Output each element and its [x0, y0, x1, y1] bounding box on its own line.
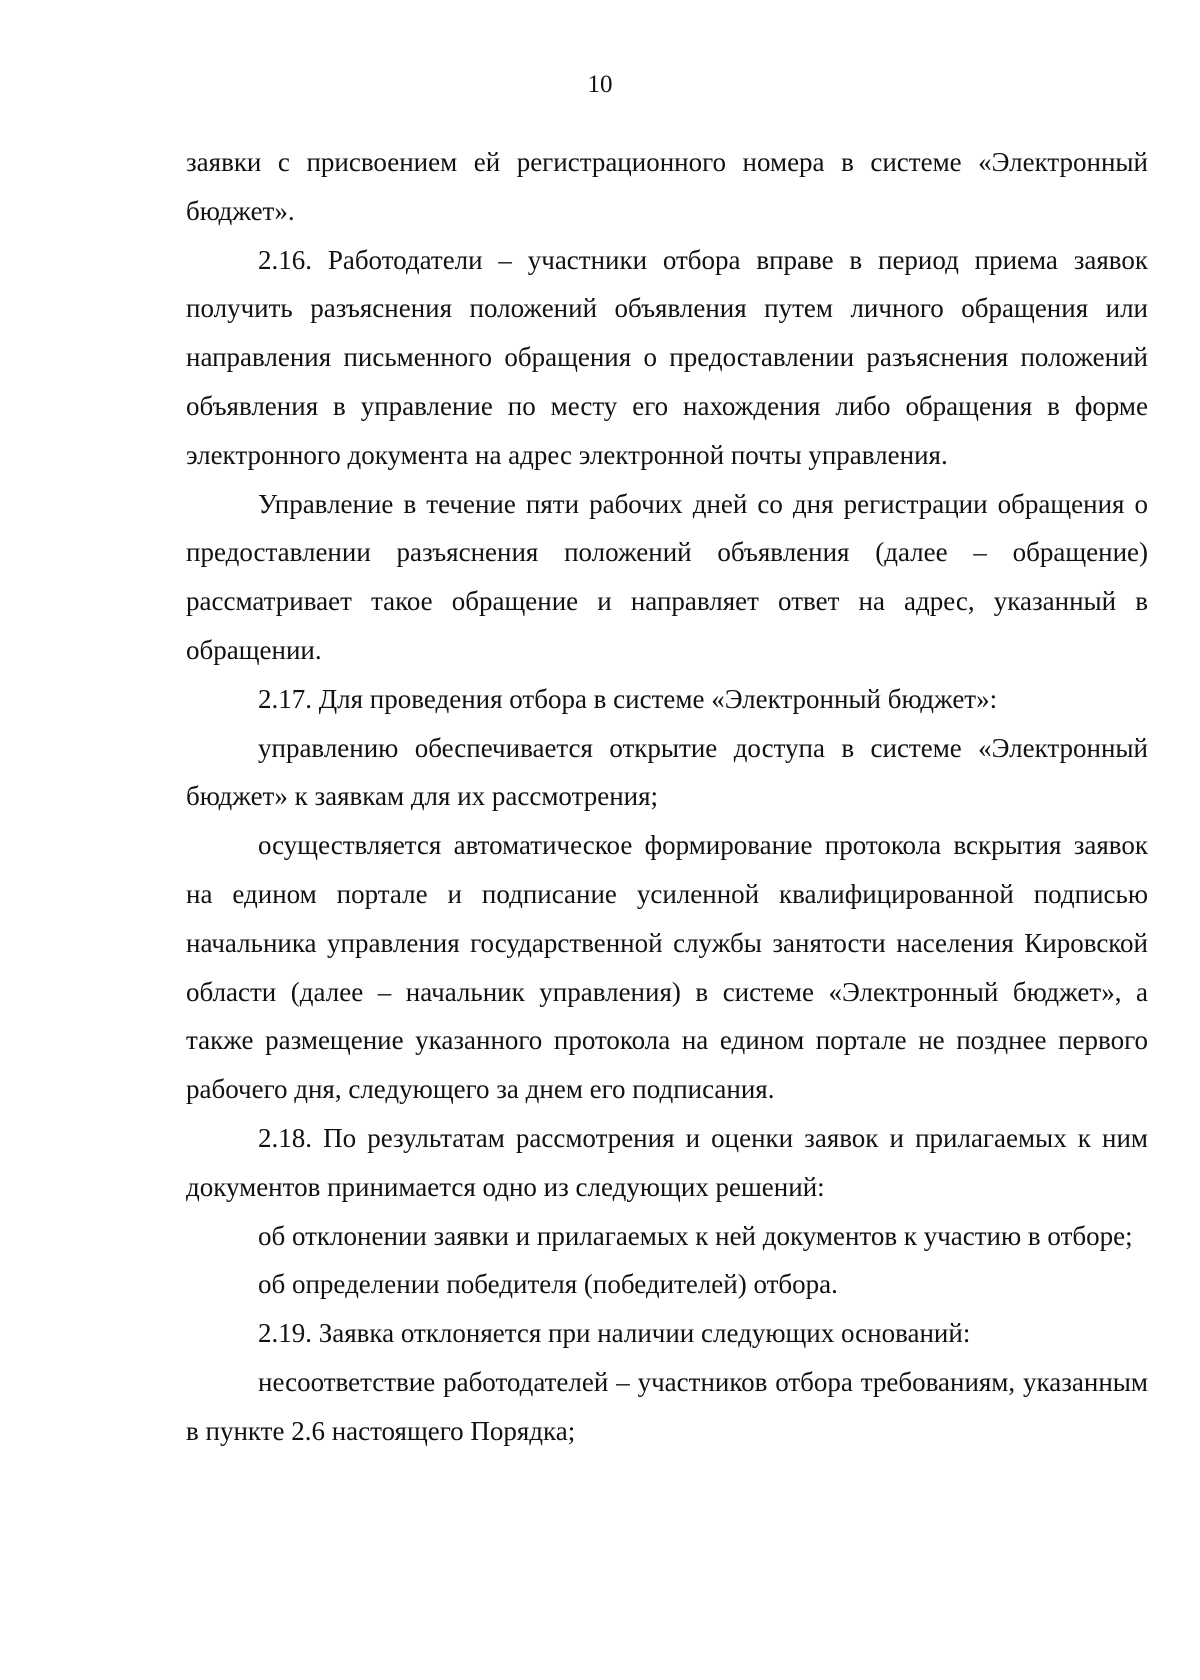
paragraph: несоответствие работодателей – участников отбора требованиям, указанным в пункте 2.6 настоящего Порядка; — [186, 1366, 1148, 1446]
paragraph: осуществляется автоматическое формирование протокола вскрытия заявок на едином портале и подписание усиленной квалифицированной подписью начальника управления государственной службы занятости населения Кировской области (далее – начальник управления) в системе «Электронный бюджет», а также размещение указанного протокола на едином портале не позднее первого рабочего дня, следующего за днем его подписания. — [186, 830, 1148, 1105]
paragraph: об отклонении заявки и прилагаемых к ней документов к участию в отборе; — [258, 1220, 1133, 1251]
paragraph: управлению обеспечивается открытие доступа в системе «Электронный бюджет» к заявкам для их рассмотрения; — [186, 732, 1148, 812]
paragraph: об определении победителя (победителей) отбора. — [258, 1269, 838, 1300]
paragraph: 2.17. Для проведения отбора в системе «Электронный бюджет»: — [258, 683, 998, 714]
paragraph: 2.18. По результатам рассмотрения и оценки заявок и прилагаемых к ним документов принимается одно из следующих решений: — [186, 1122, 1148, 1202]
paragraph: 2.19. Заявка отклоняется при наличии следующих оснований: — [258, 1318, 971, 1349]
paragraph: Управление в течение пяти рабочих дней со дня регистрации обращения о предоставлении разъяснения положений объявления (далее – обращение) рассматривает такое обращение и направляет ответ на адрес, указанный в обращении. — [186, 488, 1148, 665]
paragraph: 2.16. Работодатели – участники отбора вправе в период приема заявок получить разъяснения положений объявления путем личного обращения или направления письменного обращения о предоставлении разъяснения положений объявления в управление по месту его нахождения либо обращения в форме электронного документа на адрес электронной почты управления. — [186, 244, 1148, 470]
page-number: 10 — [587, 71, 613, 98]
paragraph: заявки с присвоением ей регистрационного номера в системе «Электронный бюджет». — [186, 147, 1148, 226]
document-body — [186, 138, 1148, 1456]
